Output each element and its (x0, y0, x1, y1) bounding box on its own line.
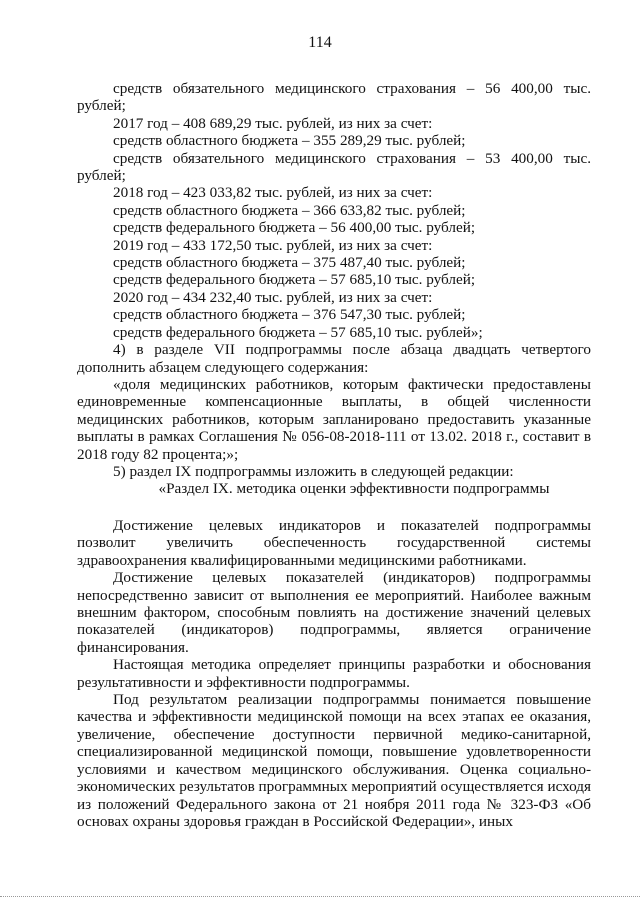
text-block-funding (77, 80, 591, 498)
paragraph-amendment-5: 5) раздел IX подпрограммы изложить в следующей редакции: (113, 462, 514, 480)
section-heading: «Раздел IX. методика оценки эффективности подпрограммы (158, 480, 550, 498)
paragraph: средств федерального бюджета – 57 685,10 тыс. рублей»; (113, 323, 483, 341)
paragraph: Настоящая методика определяет принципы разработки и обоснования результативности и эффективности подпрограммы. (77, 656, 591, 691)
paragraph-amendment-4: 4) в разделе VII подпрограммы после абзаца двадцать четвертого дополнить абзацем следующего содержания: (77, 341, 591, 376)
paragraph: 2017 год – 408 689,29 тыс. рублей, из них за счет: (113, 114, 433, 132)
paragraph: Под результатом реализации подпрограммы понимается повышение качества и эффективности медицинской помощи на всех этапах ее оказания, увеличение, обеспечение доступности первичной медико-санитарной, специализированной медицинской помощи, повышение удовлетворенности условиями и качеством медицинского обслуживания. Оценка социально-экономических результатов программных мероприятий осуществляется исходя из положений Федерального закона от 21 ноября 2011 года № 323-ФЗ «Об основах охраны здоровья граждан в Российской Федерации», иных (77, 691, 591, 830)
paragraph: 2020 год – 434 232,40 тыс. рублей, из них за счет: (113, 288, 433, 306)
paragraph: средств областного бюджета – 375 487,40 тыс. рублей; (113, 254, 466, 272)
paragraph: средств федерального бюджета – 57 685,10 тыс. рублей; (113, 271, 476, 289)
paragraph: средств обязательного медицинского страхования – 53 400,00 тыс. рублей; (77, 149, 591, 185)
page-number: 114 (308, 34, 332, 51)
paragraph-quote: «доля медицинских работников, которым фактически предоставлены единовременные компенсационные выплаты, в общей численности медицинских работников, которым запланировано предоставить указанные выплаты в рамках Соглашения № 056-08-2018-111 от 13.02. 2018 г., составит в 2018 году 82 процента;»; (77, 375, 591, 463)
paragraph: Достижение целевых показателей (индикаторов) подпрограммы непосредственно зависит от выполнения ее мероприятий. Наиболее важным внешним фактором, способным повлиять на достижение значений целевых показателей (индикаторов) подпрограммы, является ограничение финансирования. (77, 569, 591, 656)
page-bottom-rule (0, 896, 640, 897)
paragraph: Достижение целевых индикаторов и показателей подпрограммы позволит увеличить обеспеченность государственной системы здравоохранения квалифицированными медицинскими работниками. (77, 517, 591, 569)
paragraph: средств обязательного медицинского страхования – 56 400,00 тыс. рублей; (77, 80, 591, 115)
paragraph: средств областного бюджета – 355 289,29 тыс. рублей; (113, 132, 466, 150)
paragraph: 2018 год – 423 033,82 тыс. рублей, из них за счет: (113, 184, 433, 202)
text-block-methodology (77, 517, 591, 830)
paragraph: средств областного бюджета – 376 547,30 тыс. рублей; (113, 306, 466, 324)
paragraph: средств областного бюджета – 366 633,82 тыс. рублей; (113, 201, 466, 219)
paragraph: средств федерального бюджета – 56 400,00 тыс. рублей; (113, 219, 476, 237)
paragraph: 2019 год – 433 172,50 тыс. рублей, из них за счет: (113, 236, 433, 254)
